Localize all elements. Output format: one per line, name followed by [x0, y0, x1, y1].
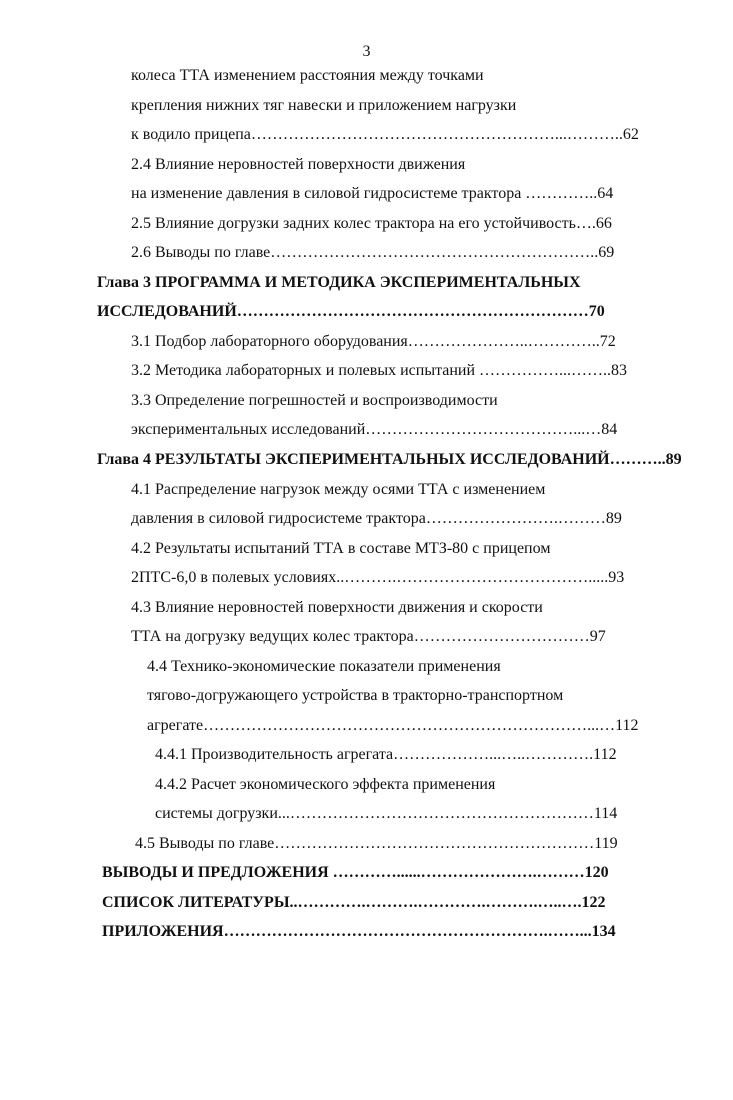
toc-line: 2.5 Влияние догрузки задних колес трактора на его устойчивость….66 [131, 215, 612, 232]
toc-line: к водило прицепа…………………………………………………...………..62 [131, 126, 639, 143]
toc-line: давления в силовой гидросистеме трактора…………………….………89 [131, 510, 622, 527]
toc-line: 4.4.1 Производительность агрегата………………...…..………….112 [155, 746, 617, 763]
toc-line: 4.2 Результаты испытаний ТТА в составе МТЗ-80 с прицепом [131, 540, 551, 557]
toc-line: тягово-догружающего устройства в тракторно-транспортном [147, 687, 564, 704]
toc-line: экспериментальных исследований…………………………………...…84 [131, 421, 618, 438]
toc-line: колеса ТТА изменением расстояния между точками [131, 67, 484, 84]
toc-section-heading: СПИСОК ЛИТЕРАТУРЫ..………….……….………….……….…..….122 [102, 894, 606, 911]
toc-line: крепления нижних тяг навески и приложением нагрузки [131, 97, 517, 114]
toc-line: на изменение давления в силовой гидросистеме трактора …………..64 [131, 185, 614, 202]
toc-line: агрегате………………………………………………………………...…112 [147, 717, 639, 734]
toc-line: 4.1 Распределение нагрузок между осями ТТА с изменением [131, 481, 546, 498]
toc-line: 2ПТС-6,0 в полевых условиях..……….……………………………….....93 [131, 569, 625, 586]
toc-line: 3.3 Определение погрешностей и воспроизводимости [131, 392, 498, 409]
toc-line: 3.1 Подбор лабораторного оборудования…………………..…………..72 [131, 333, 616, 350]
toc-line: 4.3 Влияние неровностей поверхности движения и скорости [131, 599, 543, 616]
toc-line: ТТА на догрузку ведущих колес трактора……………………………97 [131, 628, 606, 645]
toc-line: 4.5 Выводы по главе……………………………………………………119 [135, 835, 618, 852]
toc-line: системы догрузки...…………………………………………………114 [155, 805, 618, 822]
toc-chapter-heading: ИССЛЕДОВАНИЙ…………………………………………………………70 [97, 303, 605, 320]
toc-line: 4.4.2 Расчет экономического эффекта применения [155, 776, 496, 793]
toc-chapter-heading: Глава 3 ПРОГРАММА И МЕТОДИКА ЭКСПЕРИМЕНТАЛЬНЫХ [97, 274, 581, 291]
toc-line: 3.2 Методика лабораторных и полевых испытаний ……………...……..83 [131, 362, 628, 379]
toc-line: 2.4 Влияние неровностей поверхности движения [131, 156, 466, 173]
toc-section-heading: ВЫВОДЫ И ПРЕДЛОЖЕНИЯ …………......………………….………120 [102, 864, 609, 881]
toc-chapter-heading: Глава 4 РЕЗУЛЬТАТЫ ЭКСПЕРИМЕНТАЛЬНЫХ ИССЛЕДОВАНИЙ………..89 [97, 451, 682, 468]
page-number: 3 [362, 43, 371, 60]
toc-line: 4.4 Технико-экономические показатели применения [147, 658, 501, 675]
toc-line: 2.6 Выводы по главе……………………………………………………..69 [131, 244, 615, 261]
toc-section-heading: ПРИЛОЖЕНИЯ…………………………………………………….……...134 [102, 923, 616, 940]
